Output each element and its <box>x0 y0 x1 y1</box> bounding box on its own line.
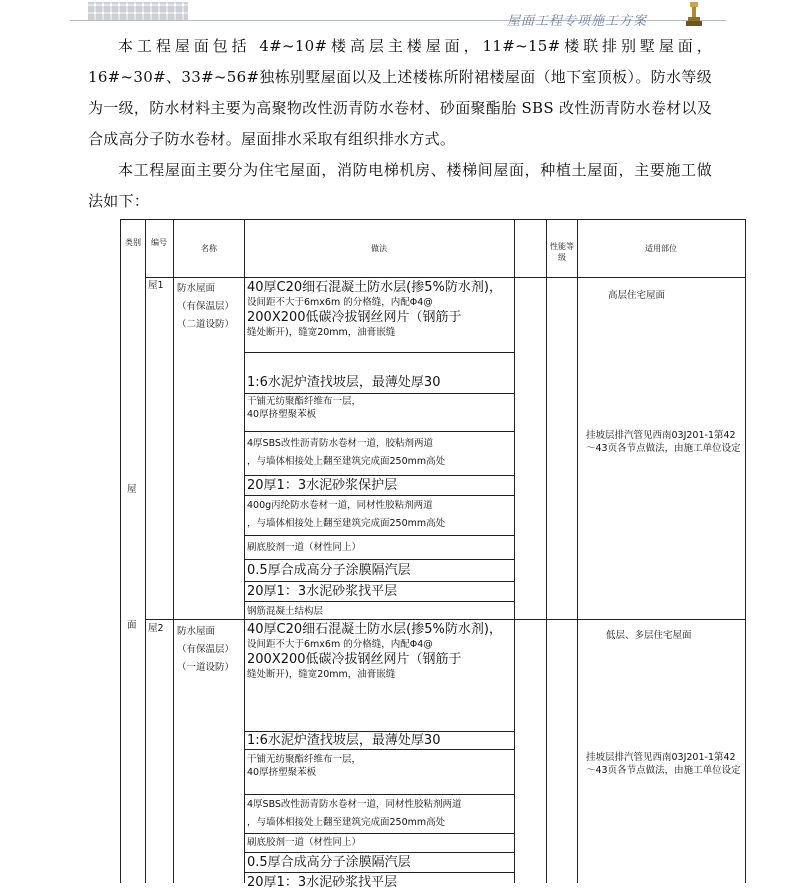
name-line: （二道设防） <box>177 319 235 330</box>
layer-line: 40厚挤塑聚苯板 <box>247 767 317 778</box>
method-layer: 20厚1：3水泥砂浆保护层 <box>247 478 398 493</box>
layer-line: 4厚SBS改性沥青防水卷材一道，同材性胶粘剂两道 <box>247 799 462 810</box>
row-note: 挂坡层排汽管见西南03J201-1第42～43页各节点做法，由施工单位设定 <box>586 752 741 776</box>
method-layer <box>247 753 361 779</box>
row-note: 挂坡层排汽管见西南03J201-1第42～43页各节点做法，由施工单位设定 <box>586 430 741 454</box>
method-layer: 0.5厚合成高分子涂膜隔汽层 <box>247 563 411 578</box>
row-number: 屋1 <box>148 280 164 291</box>
layer-line: 设间距不大于6mx6m 的分格缝，内配Φ4@ <box>247 639 433 650</box>
layer-line: 400g丙纶防水卷材一道，同材性胶粘剂两道 <box>247 500 433 511</box>
intro-text-1: 本工程屋面包括 4#~10#楼高层主楼屋面，11#~15#楼联排别墅屋面，16#~30#、33#~56#独栋别墅屋面以及上述楼栋所附裙楼屋面（地下室顶板）。防水等级为一级，防水材料主要为高聚物改性沥青防水卷材、砂面聚酯胎 SBS 改性沥青防水卷材以及合成高分子防水卷材。屋面排水采取有组织排水方式。 <box>88 37 713 148</box>
name-line: （一道设防） <box>177 662 235 673</box>
header-scope: 适用部位 <box>645 244 677 253</box>
category-label: 面 <box>127 620 137 631</box>
intro-paragraph-1 <box>88 31 712 155</box>
method-layer: 1:6水泥炉渣找坡层，最薄处厚30 <box>247 733 441 748</box>
method-layer: 钢筋混凝土结构层 <box>247 606 324 617</box>
row-divider <box>145 619 746 620</box>
header-name: 名称 <box>201 244 217 253</box>
layer-divider <box>244 475 515 476</box>
row-number: 屋2 <box>148 623 164 634</box>
header-row-bottom <box>145 277 746 278</box>
category-label: 屋 <box>127 484 137 495</box>
header-method: 做法 <box>371 244 387 253</box>
layer-divider <box>244 601 515 602</box>
layer-line: ，与墙体相接处上翻至建筑完成面250mm高处 <box>247 817 446 828</box>
row-scope: 低层、多层住宅屋面 <box>606 630 692 641</box>
method-layer: 刷底胶剂一道（材性同上） <box>247 542 362 553</box>
method-layer <box>247 435 445 471</box>
layer-divider <box>244 393 515 394</box>
method-layer <box>247 621 502 681</box>
table-border-top <box>120 219 746 220</box>
layer-divider <box>244 794 515 795</box>
intro-text-2: 本工程屋面主要分为住宅屋面，消防电梯机房、楼梯间屋面，种植土屋面，主要施工做法如下： <box>88 161 712 210</box>
col-divider <box>514 219 515 883</box>
layer-divider <box>244 495 515 496</box>
intro-paragraph-2 <box>88 155 712 217</box>
method-layer <box>247 395 361 421</box>
method-layer: 1:6水泥炉渣找坡层，最薄处厚30 <box>247 375 441 390</box>
layer-line: 4厚SBS改性沥青防水卷材一道，胶粘剂两道 <box>247 438 433 449</box>
method-layer: 0.5厚合成高分子涂膜隔汽层 <box>247 855 411 870</box>
layer-line: 200X200低碳冷拔钢丝网片（钢筋于 <box>247 652 462 667</box>
method-layer: 20厚1：3水泥砂浆找平层 <box>247 875 398 890</box>
layer-divider <box>244 559 515 560</box>
col-divider <box>173 219 174 883</box>
layer-divider <box>244 581 515 582</box>
row-name <box>177 280 234 334</box>
header-grade: 性能等级 <box>550 242 574 262</box>
name-line: （有保温层） <box>177 644 235 655</box>
layer-divider <box>244 535 515 536</box>
row-name <box>177 623 234 677</box>
layer-divider <box>244 431 515 432</box>
col-divider <box>244 219 245 883</box>
layer-divider <box>244 833 515 834</box>
name-line: 防水屋面 <box>177 283 216 294</box>
method-layer: 刷底胶剂一道（材性同上） <box>247 837 362 848</box>
method-layer <box>247 796 461 832</box>
roof-method-table <box>120 219 746 890</box>
col-divider <box>145 219 146 883</box>
layer-line: ，与墙体相接处上翻至建筑完成面250mm高处 <box>247 518 446 529</box>
layer-divider <box>244 352 515 353</box>
layer-divider <box>244 872 515 873</box>
header-number: 编号 <box>151 238 167 247</box>
header-category: 类别 <box>125 238 141 247</box>
layer-line: 缝处断开)，缝宽20mm，油膏嵌缝 <box>247 327 396 338</box>
method-layer <box>247 279 502 339</box>
header-decoration <box>88 2 188 20</box>
layer-line: 干铺无纺聚酯纤维布一层， <box>247 396 362 407</box>
layer-line: 40厚C20细石混凝土防水层(掺5%防水剂)， <box>247 280 502 295</box>
header-title: 屋面工程专项施工方案 <box>507 14 648 29</box>
layer-divider <box>244 852 515 853</box>
name-line: （有保温层） <box>177 301 235 312</box>
row-scope: 高层住宅屋面 <box>608 290 666 301</box>
layer-line: 40厚挤塑聚苯板 <box>247 409 317 420</box>
method-layer: 20厚1：3水泥砂浆找平层 <box>247 584 398 599</box>
table-border-right <box>745 219 746 883</box>
layer-line: 缝处断开)，缝宽20mm，油膏嵌缝 <box>247 669 396 680</box>
trophy-logo-icon <box>682 1 706 27</box>
name-line: 防水屋面 <box>177 626 216 637</box>
layer-line: 40厚C20细石混凝土防水层(掺5%防水剂)， <box>247 622 502 637</box>
col-divider <box>546 219 547 883</box>
layer-line: 200X200低碳冷拔钢丝网片（钢筋于 <box>247 310 462 325</box>
layer-divider <box>244 749 515 750</box>
layer-line: 设间距不大于6mx6m 的分格缝，内配Φ4@ <box>247 297 433 308</box>
method-layer <box>247 497 445 533</box>
layer-line: ，与墙体相接处上翻至建筑完成面250mm高处 <box>247 456 446 467</box>
col-divider <box>577 219 578 883</box>
table-border-left <box>120 219 121 883</box>
layer-line: 干铺无纺聚酯纤维布一层， <box>247 754 362 765</box>
